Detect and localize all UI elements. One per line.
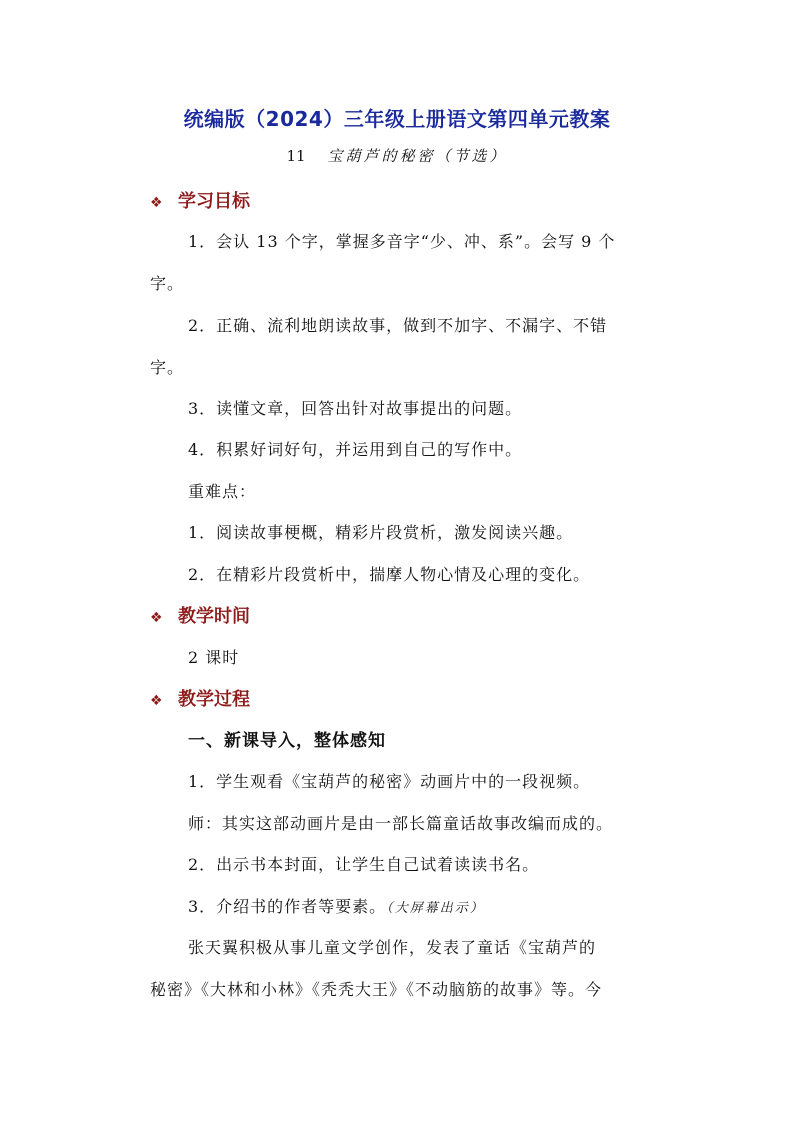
goal-item-4: 4．积累好词好句，并运用到自己的写作中。 <box>188 440 523 459</box>
diamond-bullet-icon: ❖ <box>150 195 163 211</box>
diamond-bullet-icon: ❖ <box>150 610 163 626</box>
section-heading-time <box>150 604 250 631</box>
section-label-process: 教学过程 <box>178 689 250 710</box>
process-paragraph-3: 2．出示书本封面，让学生自己试着读读书名。 <box>188 855 540 874</box>
lesson-number: 11 <box>286 147 306 165</box>
lesson-title <box>0 145 794 167</box>
key-point-2: 2．在精彩片段赏析中，揣摩人物心情及心理的变化。 <box>188 565 591 584</box>
process-paragraph-4 <box>188 895 485 921</box>
process-paragraph-5-line-1: 张天翼积极从事儿童文学创作，发表了童话《宝葫芦的 <box>188 938 597 957</box>
key-point-1: 1．阅读故事梗概，精彩片段赏析，激发阅读兴趣。 <box>188 523 574 542</box>
document-title: 统编版（2024）三年级上册语文第四单元教案 <box>183 107 611 131</box>
goal-item-1-line-1: 1．会认 13 个字，掌握多音字“少、冲、系”。会写 9 个 <box>188 232 616 251</box>
diamond-bullet-icon: ❖ <box>150 693 163 709</box>
section-label-goals: 学习目标 <box>178 191 250 212</box>
goal-item-2-line-2: 字。 <box>150 358 185 377</box>
process-paragraph-2: 师：其实这部动画片是由一部长篇童话故事改编而成的。 <box>188 814 614 833</box>
section-heading-process <box>150 687 250 714</box>
time-value: 2 课时 <box>188 648 240 667</box>
process-paragraph-4-main: 3．介绍书的作者等要素。 <box>188 897 387 916</box>
lesson-name: 宝葫芦的秘密（节选） <box>327 147 508 165</box>
process-step-heading: 一、新课导入，整体感知 <box>188 731 386 751</box>
key-points-label: 重难点： <box>188 482 257 501</box>
process-paragraph-1: 1．学生观看《宝葫芦的秘密》动画片中的一段视频。 <box>188 772 591 791</box>
process-paragraph-5-line-2: 秘密》《大林和小林》《秃秃大王》《不动脑筋的故事》等。今 <box>150 980 603 999</box>
process-paragraph-4-note: （大屏幕出示） <box>386 901 485 916</box>
section-label-time: 教学时间 <box>178 606 250 627</box>
goal-item-3: 3．读懂文章，回答出针对故事提出的问题。 <box>188 399 523 418</box>
goal-item-2-line-1: 2．正确、流利地朗读故事，做到不加字、不漏字、不错 <box>188 316 608 335</box>
goal-item-1-line-2: 字。 <box>150 274 185 293</box>
section-heading-goals <box>150 189 250 216</box>
